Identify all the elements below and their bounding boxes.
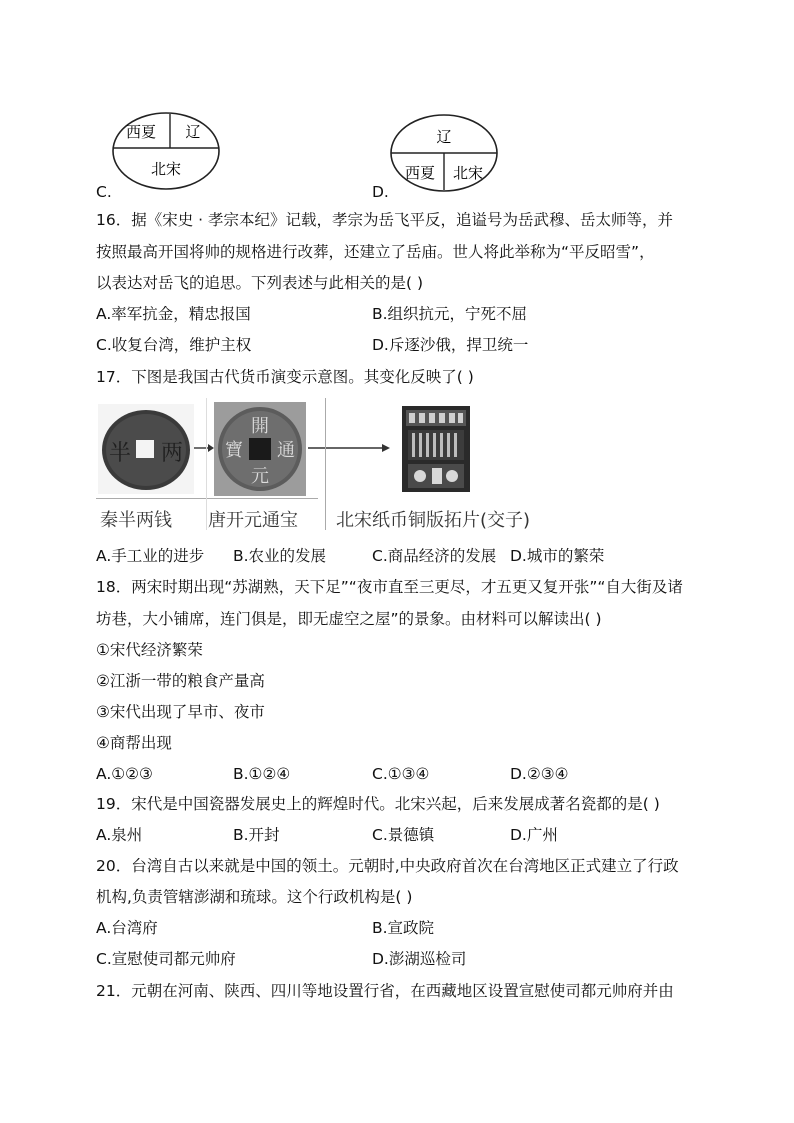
q16-option-a[interactable]: A.率军抗金，精忠报国 — [96, 305, 251, 323]
q18-option-d[interactable]: D.②③④ — [510, 765, 569, 783]
q19-stem: 19．宋代是中国瓷器发展史上的辉煌时代。北宋兴起，后来发展成著名瓷都的是( ) — [96, 795, 660, 813]
q18-stem-line-1: 18．两宋时期出现“苏湖熟，天下足”“夜市直至三更尽，才五更又复开张”“自大街及诸 — [96, 578, 683, 596]
q20-stem-line-2: 机构,负责管辖澎湖和琉球。这个行政机构是( ) — [96, 888, 413, 906]
q19-option-a[interactable]: A.泉州 — [96, 826, 143, 844]
q19-option-d[interactable]: D.广州 — [510, 826, 558, 844]
caption-tang-kaiyuan: 唐开元通宝 — [208, 510, 298, 531]
option-c-label: C. — [96, 183, 112, 201]
q20-option-b[interactable]: B.宣政院 — [372, 919, 435, 937]
q19-option-b[interactable]: B.开封 — [233, 826, 280, 844]
q18-item-4: ④商帮出现 — [96, 734, 172, 752]
svg-text:開: 開 — [251, 416, 269, 437]
q20-option-c[interactable]: C.宣慰使司都元帅府 — [96, 950, 236, 968]
jiaozi-paper-money-rubbing-image — [396, 404, 476, 494]
q20-stem-line-1: 20．台湾自古以来就是中国的领土。元朝时,中央政府首次在台湾地区正式建立了行政 — [96, 857, 679, 875]
diagram-d-xixia: 西夏 — [404, 164, 436, 182]
q16-stem-line-1: 16．据《宋史 · 孝宗本纪》记载，孝宗为岳飞平反，追谥号为岳武穆、岳太师等，并 — [96, 211, 674, 229]
q17-option-d[interactable]: D.城市的繁荣 — [510, 547, 605, 565]
q16-stem-line-2: 按照最高开国将帅的规格进行改葬，还建立了岳庙。世人将此举称为“平反昭雪”， — [96, 243, 655, 261]
q18-item-2: ②江浙一带的粮食产量高 — [96, 672, 265, 690]
q20-option-a[interactable]: A.台湾府 — [96, 919, 158, 937]
arrow-icon — [194, 442, 214, 454]
svg-text:半: 半 — [108, 441, 132, 466]
q18-option-c[interactable]: C.①③④ — [372, 765, 430, 783]
q17-option-c[interactable]: C.商品经济的发展 — [372, 547, 497, 565]
q18-item-1: ①宋代经济繁荣 — [96, 641, 203, 659]
arrow-icon — [308, 442, 390, 454]
diagram-c-xixia: 西夏 — [125, 123, 157, 141]
svg-text:通: 通 — [277, 440, 295, 461]
q18-item-3: ③宋代出现了早市、夜市 — [96, 703, 265, 721]
qin-banliang-coin-image — [98, 404, 194, 494]
q18-option-b[interactable]: B.①②④ — [233, 765, 291, 783]
q16-stem-line-3: 以表达对岳飞的追思。下列表述与此相关的是( ) — [96, 274, 424, 292]
diagram-c-liao: 辽 — [185, 123, 201, 141]
q21-stem-line-1: 21．元朝在河南、陕西、四川等地设置行省，在西藏地区设置宣慰使司都元帅府并由 — [96, 982, 674, 1000]
caption-song-jiaozi: 北宋纸币铜版拓片(交子) — [336, 510, 531, 531]
svg-text:寶: 寶 — [225, 440, 243, 461]
q20-option-d[interactable]: D.澎湖巡检司 — [372, 950, 467, 968]
q18-option-a[interactable]: A.①②③ — [96, 765, 153, 783]
caption-qin-banliang: 秦半两钱 — [100, 510, 172, 531]
map-diagram-c — [110, 110, 222, 192]
option-d-label: D. — [372, 183, 389, 201]
q16-option-b[interactable]: B.组织抗元，宁死不屈 — [372, 305, 528, 323]
svg-text:元: 元 — [251, 466, 269, 487]
svg-text:两: 两 — [160, 441, 184, 466]
q17-option-a[interactable]: A.手工业的进步 — [96, 547, 205, 565]
tang-kaiyuan-coin-image — [214, 402, 306, 496]
diagram-c-beisong: 北宋 — [150, 160, 182, 178]
q16-option-c[interactable]: C.收复台湾，维护主权 — [96, 336, 252, 354]
q17-stem: 17．下图是我国古代货币演变示意图。其变化反映了( ) — [96, 368, 474, 386]
q17-option-b[interactable]: B.农业的发展 — [233, 547, 327, 565]
q16-option-d[interactable]: D.斥逐沙俄，捍卫统一 — [372, 336, 529, 354]
q19-option-c[interactable]: C.景德镇 — [372, 826, 435, 844]
q18-stem-line-2: 坊巷，大小铺席，连门俱是，即无虚空之屋”的景象。由材料可以解读出( ) — [96, 610, 602, 628]
diagram-d-beisong: 北宋 — [452, 164, 484, 182]
diagram-d-liao: 辽 — [436, 128, 452, 146]
map-diagram-d — [388, 112, 500, 194]
